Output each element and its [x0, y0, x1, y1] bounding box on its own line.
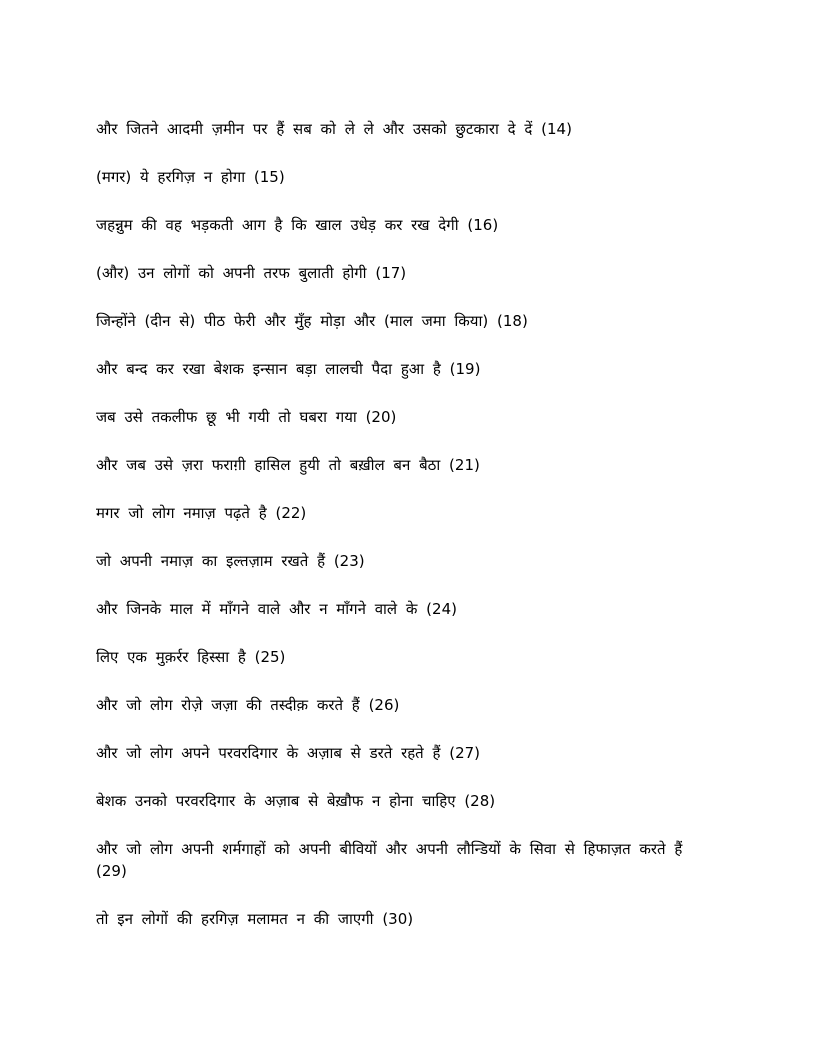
verse-text: और जितने आदमी ज़मीन पर हैं सब को ले ले और उसको छुटकारा दे दें [96, 120, 533, 138]
verse-text: और बन्द कर रखा बेशक इन्सान बड़ा लालची पैदा हुआ है [96, 360, 441, 378]
verse-26 [96, 694, 720, 742]
verse-number: (19) [449, 360, 481, 378]
verse-27 [96, 742, 720, 790]
verse-22 [96, 502, 720, 550]
verse-20 [96, 406, 720, 454]
verse-text: बेशक उनको परवरदिगार के अज़ाब से बेख़ौफ न होना चाहिए [96, 792, 456, 810]
verse-23 [96, 550, 720, 598]
verse-number: (26) [368, 696, 400, 714]
verse-text: मगर जो लोग नमाज़ पढ़ते है [96, 504, 267, 522]
verse-29 [96, 838, 720, 908]
verse-number: (29) [96, 862, 127, 880]
verse-number: (30) [382, 910, 414, 928]
verse-text: जहन्नुम की वह भड़कती आग है कि खाल उधेड़ कर रख देगी [96, 216, 459, 234]
verse-number: (24) [426, 600, 457, 618]
verse-17 [96, 262, 720, 310]
verse-text: जब उसे तकलीफ छू भी गयी तो घबरा गया [96, 408, 357, 426]
verse-text: और जो लोग अपनी शर्मगाहों को अपनी बीवियों और अपनी लौन्डियों के सिवा से हिफाज़त करते हैं [96, 840, 683, 858]
verse-18 [96, 310, 720, 358]
verse-text: और जो लोग अपने परवरदिगार के अज़ाब से डरते रहते हैं [96, 744, 441, 762]
verse-19 [96, 358, 720, 406]
verse-number: (16) [467, 216, 499, 234]
verse-number: (25) [254, 648, 286, 666]
verse-list [96, 118, 720, 956]
verse-number: (22) [275, 504, 307, 522]
verse-number: (20) [365, 408, 397, 426]
verse-15 [96, 166, 720, 214]
verse-24 [96, 598, 720, 646]
verse-28 [96, 790, 720, 838]
verse-text: जिन्होंने (दीन से) पीठ फेरी और मुँह मोड़ा और (माल जमा किया) [96, 312, 489, 330]
verse-21 [96, 454, 720, 502]
verse-text: और जब उसे ज़रा फराग़ी हासिल हुयी तो बख़ील बन बैठा [96, 456, 441, 474]
verse-text: (मगर) ये हरगिज़ न होगा [96, 168, 246, 186]
verse-number: (15) [253, 168, 285, 186]
verse-text: और जिनके माल में माँगने वाले और न माँगने वाले के [96, 600, 418, 618]
verse-text: जो अपनी नमाज़ का इल्तज़ाम रखते हैं [96, 552, 326, 570]
verse-number: (28) [464, 792, 496, 810]
verse-number: (21) [449, 456, 480, 474]
verse-text: (और) उन लोगों को अपनी तरफ बुलाती होगी [96, 264, 367, 282]
verse-number: (17) [375, 264, 407, 282]
verse-14 [96, 118, 720, 166]
verse-number: (27) [449, 744, 481, 762]
verse-number: (23) [333, 552, 365, 570]
verse-16 [96, 214, 720, 262]
verse-text: तो इन लोगों की हरगिज़ मलामत न की जाएगी [96, 910, 374, 928]
verse-text: और जो लोग रोजे़ जज़ा की तस्दीक़ करते हैं [96, 696, 360, 714]
verse-25 [96, 646, 720, 694]
verse-text: लिए एक मुक़र्रर हिस्सा है [96, 648, 246, 666]
verse-number: (18) [497, 312, 528, 330]
verse-30 [96, 908, 720, 956]
verse-number: (14) [541, 120, 572, 138]
